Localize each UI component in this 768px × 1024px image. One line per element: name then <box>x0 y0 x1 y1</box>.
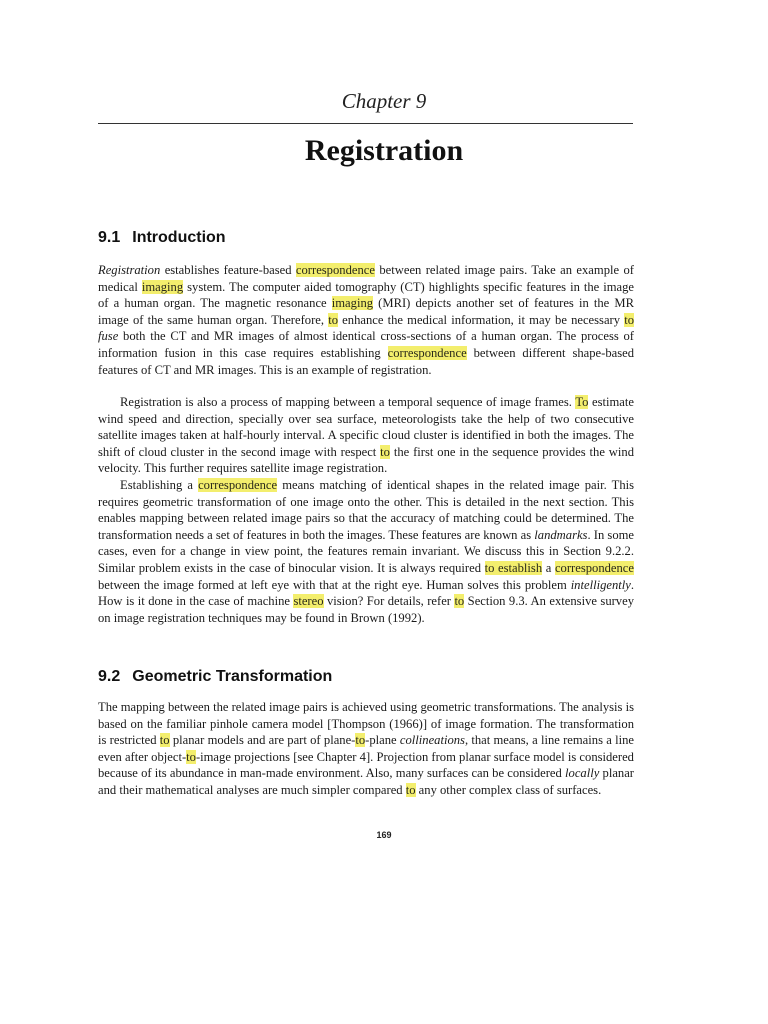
highlight-span: correspondence <box>554 560 634 575</box>
text-span: establishes feature-based <box>160 263 296 277</box>
highlight-span: to <box>624 312 635 327</box>
text-span: Establishing a <box>120 478 199 492</box>
text-span: between the image formed at left eye with that at the right eye. Human solves this problem <box>98 577 571 592</box>
term-intelligently: intelligently <box>570 577 631 592</box>
highlight-span: correspondence <box>295 263 375 277</box>
text-span: , that means, a line remains a line even after object- <box>98 733 634 764</box>
section-heading-9-1 <box>98 229 226 247</box>
section-number: 9.2 <box>98 668 121 685</box>
highlight-span: imaging <box>331 296 374 311</box>
chapter-title: Registration <box>304 134 464 167</box>
text-span: both the CT and MR images of almost identical cross-sections of a human organ. The process of information fusion in this case requires establishing <box>98 329 634 360</box>
text-span: . How is it done in the case of machine <box>98 577 634 609</box>
text-span: -plane <box>365 733 400 748</box>
paragraph-3 <box>98 477 634 626</box>
text-span: enhance the medical information, it may be necessary <box>338 312 625 327</box>
text-span: planar and their mathematical analyses are much simpler compared <box>98 766 634 797</box>
highlight-span: to <box>328 312 338 327</box>
text-span: any other complex class of surfaces. <box>415 782 602 797</box>
term-landmarks: landmarks <box>534 527 588 542</box>
text-span: between different shape-based features of CT and MR images. This is an example of registration. <box>98 345 634 377</box>
highlight-span: to <box>355 733 366 748</box>
section-heading-9-2 <box>98 668 332 686</box>
text-span: -image projections [see Chapter 4]. Projection from planar surface model is considered because of its abundance in man-made environment. Also, many surfaces can be considered <box>98 749 634 781</box>
highlight-span: to <box>159 733 170 748</box>
term-registration: Registration <box>98 263 161 277</box>
chapter-label: Chapter 9 <box>341 89 427 113</box>
section-number: 9.1 <box>98 229 121 246</box>
paragraph-2 <box>98 394 634 477</box>
highlight-span: correspondence <box>387 345 467 360</box>
highlight-span: to establish <box>484 560 543 575</box>
text-span: (MRI) depicts another set of features in the MR image of the same human organ. Therefore, <box>98 296 634 327</box>
text-span: the first one in the sequence provides the wind velocity. This further requires satellite image registration. <box>98 444 634 476</box>
text-span: The mapping between the related image pairs is achieved using geometric transformations. The analysis is based on the familiar pinhole camera model [Thompson (1966)] of image formation. The transformation is restricted <box>98 700 634 748</box>
section-title: Introduction <box>132 229 226 246</box>
text-span: Registration is also a process of mapping between a temporal sequence of image frames. <box>120 395 576 409</box>
term-locally: locally <box>565 766 600 781</box>
text-span: a <box>542 560 555 575</box>
page-number: 169 <box>376 830 392 840</box>
highlight-span: correspondence <box>198 478 278 492</box>
highlight-span: to <box>186 749 196 764</box>
paragraph-4 <box>98 699 634 799</box>
term-collineations: collineations <box>399 733 465 748</box>
text-span: estimate wind speed and direction, specially over sea surface, meteorologists take the help of two consecutive satellite images taken at half-hourly interval. A specific cloud cluster is identified in both the images. The shift of cloud cluster in the second image with respect <box>98 395 634 459</box>
highlight-span: to <box>454 594 465 609</box>
text-span: Section 9.3. An extensive survey on image registration techniques may be found in Brown (1992). <box>98 594 634 625</box>
section-title: Geometric Transformation <box>132 668 333 685</box>
highlight-span: stereo <box>293 594 324 609</box>
highlight-span: to <box>380 444 390 459</box>
highlight-span: to <box>405 782 416 797</box>
paragraph-1 <box>98 262 634 378</box>
highlight-span: To <box>575 395 589 409</box>
text-span: means matching of identical shapes in the related image pair. This requires geometric transformation of one image onto the other. This is detailed in the next section. This enables mapping between related image pairs so that the accuracy of matching could be determined. The transformation needs a set of features in both the images. These features are known as <box>98 478 635 542</box>
text-span: between related image pairs. Take an example of medical <box>98 263 634 294</box>
text-span: system. The computer aided tomography (CT) highlights specific features in the image of a human organ. The magnetic resonance <box>98 279 635 311</box>
highlight-span: imaging <box>141 279 184 294</box>
term-fuse: fuse <box>98 329 119 344</box>
text-span: . In some cases, even for a change in view point, the features remain invariant. We discuss this in Section 9.2.2. Similar problem exists in the case of binocular vision. It is always required <box>98 527 634 575</box>
text-span: vision? For details, refer <box>323 594 455 609</box>
text-span: planar models and are part of plane- <box>169 733 356 748</box>
chapter-rule <box>98 123 633 124</box>
